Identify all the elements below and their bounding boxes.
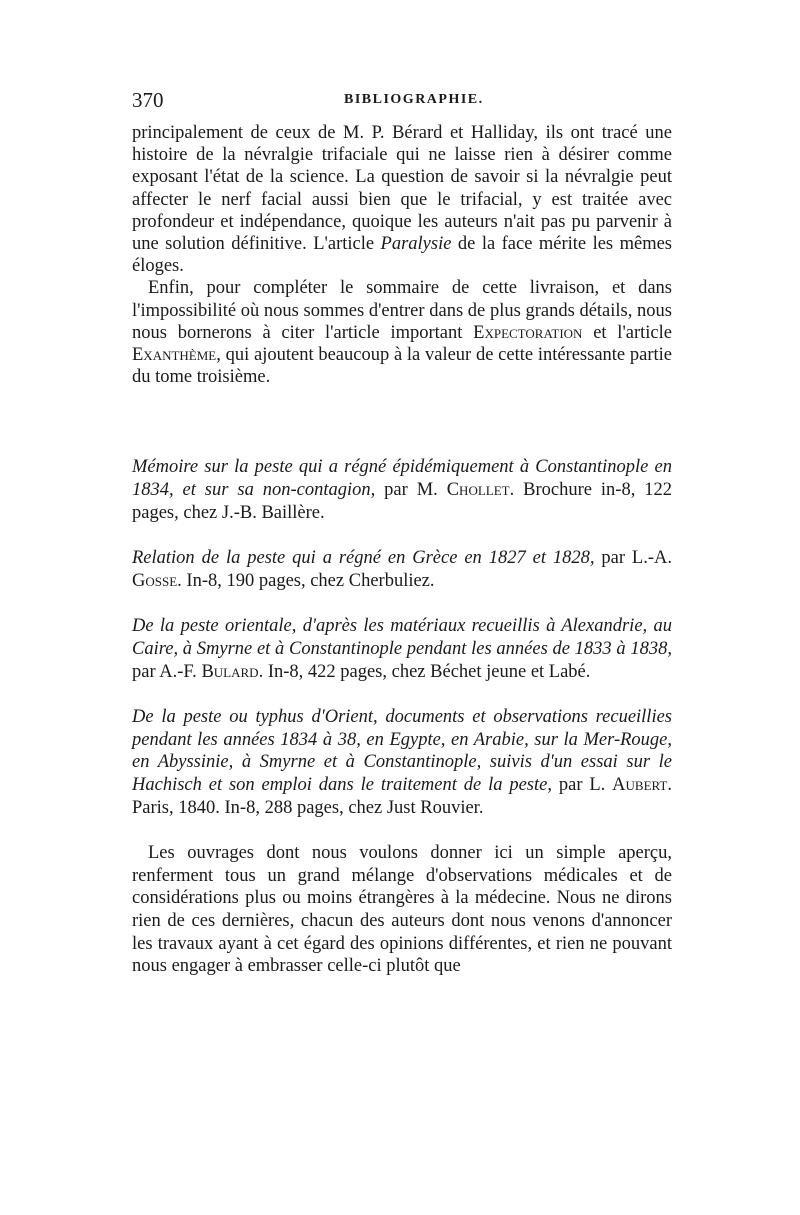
bibliography-list — [132, 456, 672, 819]
entry-author: Bulard — [201, 661, 259, 682]
page-header — [132, 88, 672, 122]
bibliography-entry — [132, 547, 672, 592]
entry-details: . In-8, 190 pages, chez Cherbuliez. — [177, 570, 435, 591]
entry-by: par A.-F. — [132, 661, 202, 682]
entry-details: . In-8, 422 pages, chez Béchet jeune et Labé. — [258, 661, 591, 682]
closing-paragraph: Les ouvrages dont nous voulons donner ici un simple aperçu, renferment tous un grand mélange d'observations médicales et de considérations plus ou moins étrangères à la médecine. Nous ne dirons rien de ces dernières, chacun des auteurs dont nous venons d'annoncer les travaux ayant à cet égard des opinions différentes, et rien ne pouvant nous engager à embrasser celle-ci plutôt que — [132, 843, 672, 977]
intro-p1-text-b: de la face mérite les mêmes éloges. — [132, 234, 672, 277]
entry-by: par L. — [551, 774, 613, 795]
intro-p2-smallcaps-2: Exanthème — [132, 345, 217, 366]
intro-p2-text-b: et l'article — [582, 322, 672, 343]
intro-p1-italic: Paralysie — [380, 234, 452, 255]
bibliography-entry — [132, 615, 672, 683]
running-title: BIBLIOGRAPHIE. — [344, 92, 484, 107]
intro-p2-text-c: , qui ajoutent beaucoup à la valeur de cette intéressante partie du tome troisième. — [132, 345, 672, 388]
book-page — [132, 88, 672, 996]
entry-author: Chollet — [446, 480, 510, 501]
intro-p1-text-a: principalement de ceux de M. P. Bérard et Halliday, ils ont tracé une histoire de la névralgie trifaciale qui ne laisse rien à désirer comme exposant l'état de la science. La question de savoir si la névralgie peut affecter le nerf facial aussi bien que le trifacial, y est traitée avec profondeur et indépendance, quoique les auteurs n'ait pas pu parvenir à une solution définitive. L'article — [132, 123, 672, 255]
entry-author: Aubert — [612, 774, 668, 795]
bibliography-entry — [132, 456, 672, 524]
entry-author: Gosse — [132, 570, 178, 591]
entry-details: . Brochure in-8, 122 pages, chez J.-B. Baillère. — [132, 480, 672, 523]
bibliography-entry — [132, 706, 672, 819]
intro-p2-smallcaps-1: Expectoration — [473, 322, 583, 343]
intro-paragraph-1 — [132, 122, 672, 277]
page-number: 370 — [132, 88, 164, 112]
intro-p2-text-a: Enfin, pour compléter le sommaire de cette livraison, et dans l'impossibilité où nous sommes d'entrer dans de plus grands détails, nous nous bornerons à citer l'article important — [132, 278, 672, 343]
entry-title: Mémoire sur la peste qui a régné épidémiquement à Constantinople en 1834, et sur sa non-contagion, — [132, 457, 672, 501]
entry-title: Relation de la peste qui a régné en Grèce en 1827 et 1828, — [132, 548, 595, 569]
entry-title: De la peste orientale, d'après les matériaux recueillis à Alexandrie, au Caire, à Smyrne et à Constantinople pendant les années de 1833 à 1838, — [132, 616, 672, 659]
entry-title: De la peste ou typhus d'Orient, documents et observations recueillies pendant les années 1834 à 38, en Egypte, en Arabie, sur la Mer-Rouge, en Abyssinie, à Smyrne et à Constantinople, suivis d'un essai sur le Hachisch et son emploi dans le traitement de la peste, — [132, 707, 672, 795]
entry-details: . Paris, 1840. In-8, 288 pages, chez Just Rouvier. — [132, 774, 672, 818]
entry-by: par L.-A. — [594, 548, 672, 569]
intro-paragraph-2 — [132, 277, 672, 388]
entry-by: par M. — [375, 480, 447, 501]
